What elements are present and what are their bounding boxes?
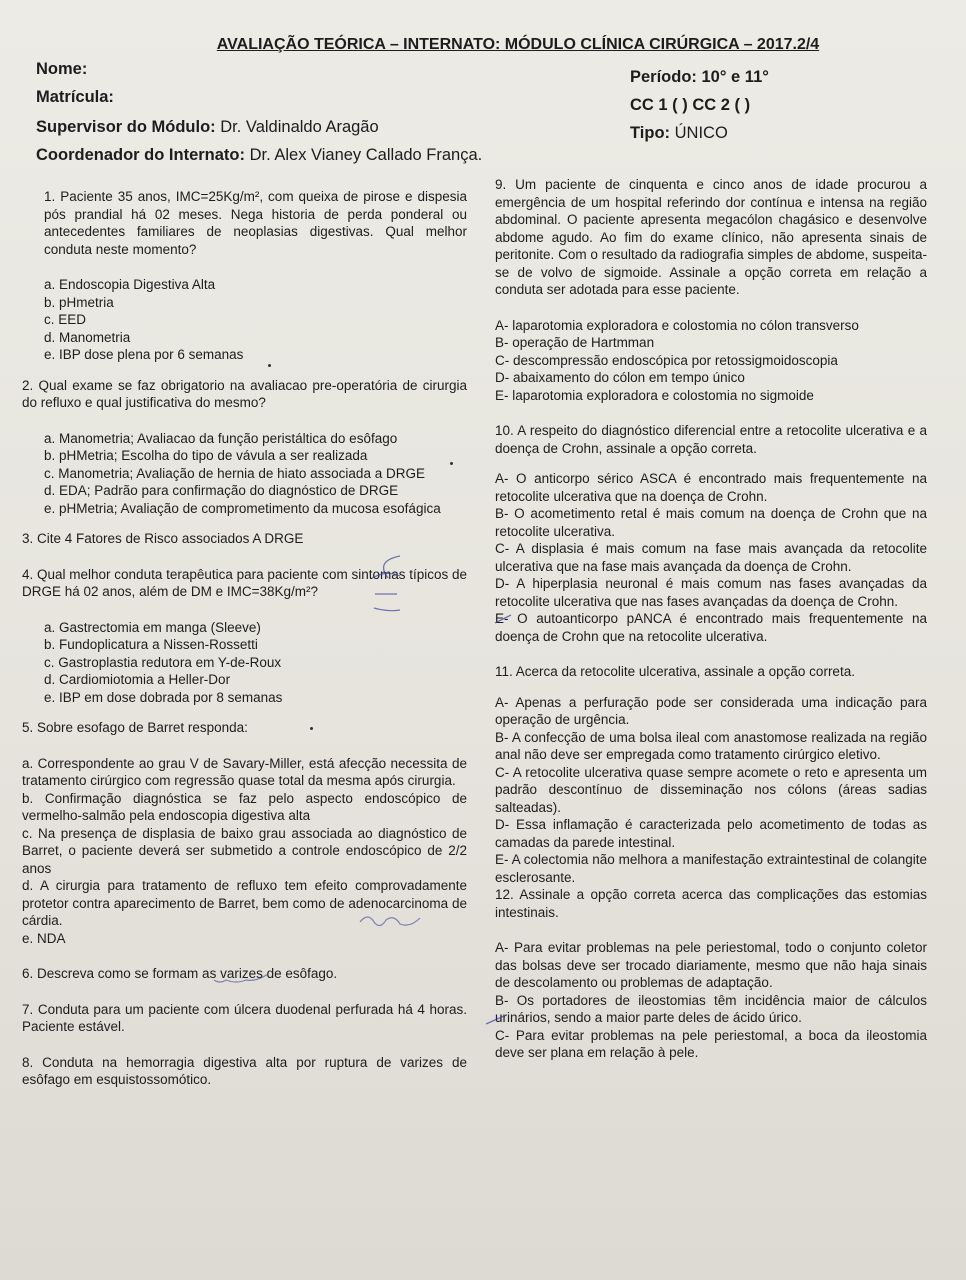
question-12: 12. Assinale a opção correta acerca das complicações das estomias intestinais. (495, 887, 927, 920)
q2-option-c: c. Manometria; Avaliação de hernia de hiato associada a DRGE (44, 465, 425, 481)
q9-option-e: E- laparotomia exploradora e colostomia no sigmoide (495, 387, 814, 403)
q9-option-c: C- descompressão endoscópica por retossigmoidoscopia (495, 352, 838, 368)
coordenador-label: Coordenador do Internato: (36, 146, 245, 164)
handwritten-check-10c (493, 613, 515, 627)
q1-option-d: d. Manometria (44, 329, 131, 345)
question-9: 9. Um paciente de cinquenta e cinco anos de idade procurou a emergência de um hospital referindo dor contínua e intensa na região abdominal. O paciente apresenta megacólon chagásico e desenvolve abdome agudo. Ao fim do exame clínico, não apresenta sinais de peritonite. Com o resultado da radiografia simples de abdome, suspeita-se de volvo de sigmoide. Assinale a opção correta em relação a conduta ser adotada para esse paciente. (495, 177, 927, 297)
periodo: Período: 10° e 11° (630, 68, 769, 86)
question-1: 1. Paciente 35 anos, IMC=25Kg/m², com queixa de pirose e dispesia pós prandial há 02 meses. Nega historia de perda ponderal ou antecedentes familiares de neoplasias digestivas. Qual melhor conduta neste momento? (44, 189, 467, 257)
question-5: 5. Sobre esofago de Barret responda: (22, 720, 248, 735)
q5-option-c: c. Na presença de displasia de baixo grau associada ao diagnóstico de Barret, o paciente deverá ser submetido a controle endoscópico de 2/2 anos (22, 825, 467, 876)
q11-option-d: D- Essa inflamação é caracterizada pelo acometimento de todas as camadas da parede intestinal. (495, 817, 927, 850)
nome-label: Nome: (36, 60, 88, 78)
q5-option-a: a. Correspondente ao grau V de Savary-Miller, está afecção necessita de tratamento cirúrgico com regressão quase total da mesma após cirurgia. (22, 755, 467, 788)
q1-option-e: e. IBP dose plena por 6 semanas (44, 347, 244, 362)
exam-title: AVALIAÇÃO TEÓRICA – INTERNATO: MÓDULO CLÍNICA CIRÚRGICA – 2017.2/4 (216, 36, 820, 53)
q2-option-b: b. pHMetria; Escolha do tipo de vávula a ser realizada (44, 448, 368, 463)
q12-option-b: B- Os portadores de ileostomias têm incidência maior de cálculos urinários, sendo a maior parte deles de ácido úrico. (495, 992, 927, 1025)
q9-option-a: A- laparotomia exploradora e colostomia no cólon transverso (495, 317, 859, 333)
q11-option-c: C- A retocolite ulcerativa quase sempre acomete o reto e apresenta um padrão descontínuo de disseminação nos cólons (áreas sadias salteadas). (495, 764, 927, 815)
q9-option-d: D- abaixamento do cólon em tempo único (495, 370, 745, 385)
ink-dot (310, 727, 313, 730)
q2-option-e: e. pHMetria; Avaliação de comprometimento da mucosa esofágica (44, 500, 441, 516)
q2-option-a: a. Manometria; Avaliacao da função peristáltica do esôfago (44, 430, 398, 446)
q10-option-c: C- A displasia é mais comum na fase mais avançada da retocolite ulcerativa que na fase mais avançada da doença de Crohn. (495, 541, 927, 574)
q4-option-a: a. Gastrectomia em manga (Sleeve) (44, 619, 261, 635)
q9-option-b: B- operação de Hartmman (495, 335, 655, 350)
supervisor-line (36, 118, 379, 137)
question-2: 2. Qual exame se faz obrigatorio na avaliacao pre-operatória de cirurgia do refluxo e qual justificativa do mesmo? (22, 377, 467, 410)
q5-option-b: b. Confirmação diagnóstica se faz pelo aspecto endoscópico de vermelho-salmão pela endoscopia digestiva alta (22, 790, 467, 823)
handwritten-mark-q5c (212, 970, 272, 986)
supervisor-name: Dr. Valdinaldo Aragão (220, 118, 379, 136)
handwritten-mark-q5b (358, 912, 438, 928)
q10-option-d: D- A hiperplasia neuronal é mais comum nas fases avançadas da retocolite ulcerativa que nas fases avançadas da doença de Crohn. (495, 576, 927, 609)
question-7: 7. Conduta para um paciente com úlcera duodenal perfurada há 4 horas. Paciente estável. (22, 1001, 467, 1034)
q4-option-c: c. Gastroplastia redutora em Y-de-Roux (44, 654, 282, 670)
q10-option-e: E- O autoanticorpo pANCA é encontrado mais frequentemente na doença de Crohn que na retocolite ulcerativa. (495, 611, 927, 644)
coordenador-name: Dr. Alex Vianey Callado França. (249, 146, 483, 164)
q4-option-b: b. Fundoplicatura a Nissen-Rossetti (44, 637, 258, 652)
q5-option-d: d. A cirurgia para tratamento de refluxo tem efeito comprovadamente protetor contra aparecimento de Barret, bem como de adenocarcinoma de cárdia. (22, 878, 467, 928)
handwritten-marks-q3 (370, 548, 460, 618)
left-column (22, 188, 467, 1089)
ink-dot (268, 364, 271, 367)
question-8: 8. Conduta na hemorragia digestiva alta por ruptura de varizes de esôfago em esquistossomótico. (22, 1054, 467, 1087)
q1-option-a: a. Endoscopia Digestiva Alta (44, 277, 216, 292)
supervisor-label: Supervisor do Módulo: (36, 118, 216, 136)
q1-option-b: b. pHmetria (44, 294, 114, 310)
cc-choice: CC 1 ( ) CC 2 ( ) (630, 96, 751, 114)
question-4: 4. Qual melhor conduta terapêutica para paciente com sintomas típicos de DRGE há 02 anos, além de DM e IMC=38Kg/m²? (22, 566, 467, 599)
q10-option-b: B- O acometimento retal é mais comum na doença de Crohn que na retocolite ulcerativa. (495, 506, 927, 539)
question-10: 10. A respeito do diagnóstico diferencial entre a retocolite ulcerativa e a doença de Crohn, assinale a opção correta. (495, 423, 927, 456)
q12-option-a: A- Para evitar problemas na pele periestomal, todo o conjunto coletor das bolsas deve ser trocado diariamente, mesmo que não haja sinais de descolamento ou problemas de adaptação. (495, 940, 927, 990)
tipo-value: ÚNICO (674, 124, 728, 142)
tipo-line (630, 124, 728, 143)
tipo-label: Tipo: (630, 124, 671, 142)
q1-option-c: c. EED (44, 312, 87, 327)
q11-option-b: B- A confecção de uma bolsa ileal com anastomose realizada na região anal não deve ser empregada como tratamento cirúrgico eletivo. (495, 729, 927, 762)
question-3: 3. Cite 4 Fatores de Risco associados A DRGE (22, 531, 304, 546)
q5-option-e: e. NDA (22, 930, 66, 946)
q10-option-a: A- O anticorpo sérico ASCA é encontrado mais frequentemente na retocolite ulcerativa que na doença de Crohn. (495, 471, 927, 504)
question-11: 11. Acerca da retocolite ulcerativa, assinale a opção correta. (495, 664, 855, 679)
coordenador-line (36, 146, 482, 165)
q11-option-a: A- Apenas a perfuração pode ser considerada uma indicação para operação de urgência. (495, 694, 927, 727)
handwritten-check-11e (484, 1014, 508, 1028)
right-column (495, 176, 927, 1062)
question-6: 6. Descreva como se formam as varizes de esôfago. (22, 966, 338, 981)
q4-option-d: d. Cardiomiotomia a Heller-Dor (44, 672, 231, 687)
q12-option-c: C- Para evitar problemas na pele periestomal, a boca da ileostomia deve ser plana em relação à pele. (495, 1027, 927, 1060)
q11-option-e: E- A colectomia não melhora a manifestação extraintestinal de colangite esclerosante. (495, 852, 927, 885)
q4-option-e: e. IBP em dose dobrada por 8 semanas (44, 689, 283, 705)
ink-dot (450, 462, 453, 465)
q2-option-d: d. EDA; Padrão para confirmação do diagnóstico de DRGE (44, 483, 399, 498)
matricula-label: Matrícula: (36, 88, 114, 106)
